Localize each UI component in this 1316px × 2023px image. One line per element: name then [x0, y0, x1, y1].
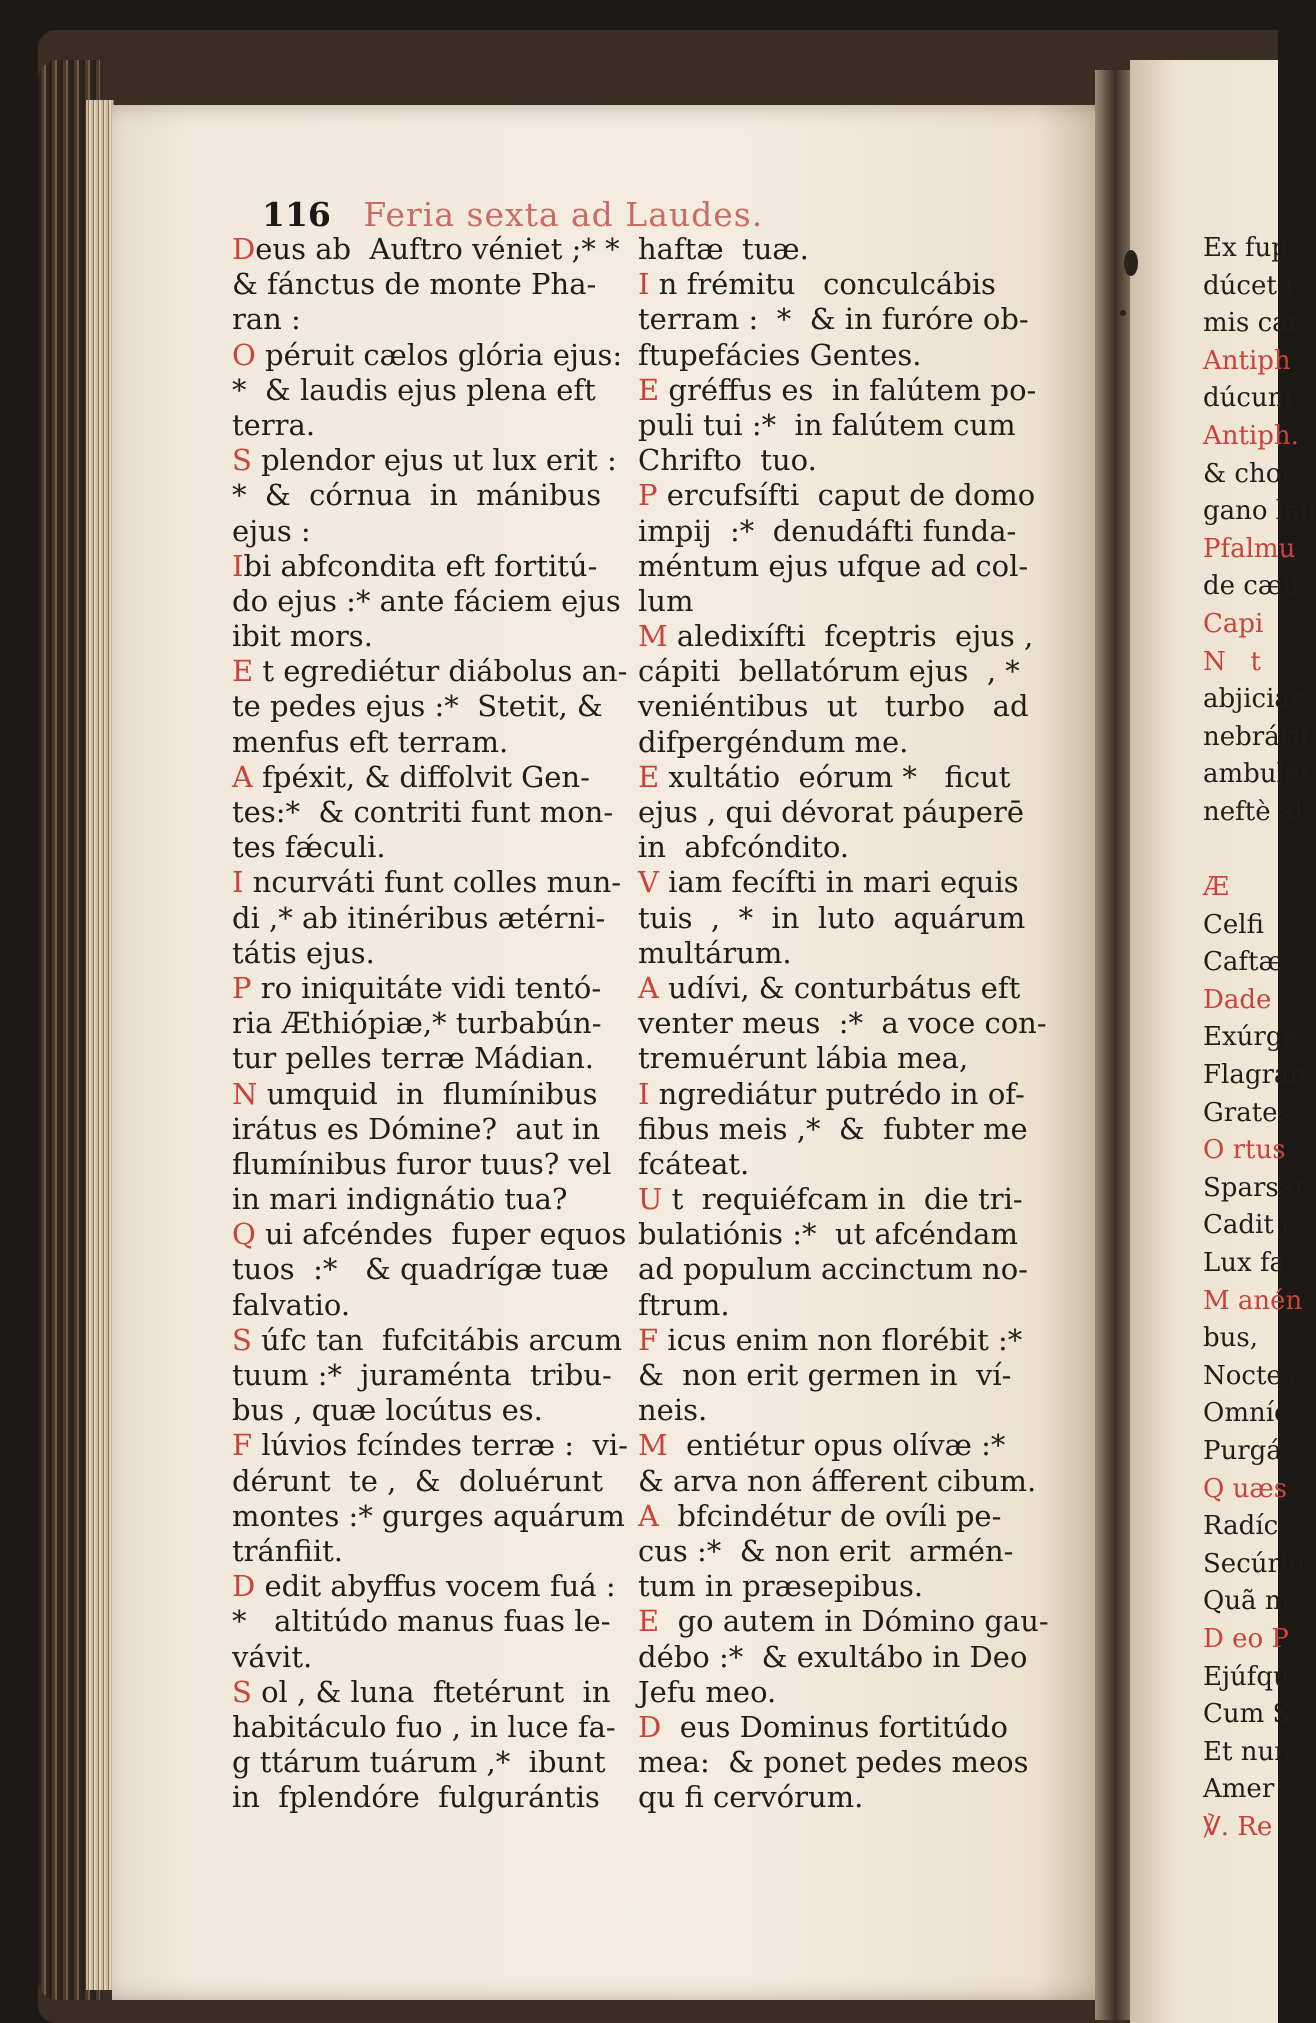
- text-line: [638, 1041, 1038, 1076]
- red-initial: P: [232, 970, 252, 1005]
- line-text: difpergéndum me.: [638, 724, 909, 759]
- facing-page-line: Æ: [1203, 872, 1230, 903]
- text-line: [638, 408, 1038, 443]
- text-line: [232, 584, 632, 619]
- red-initial: A: [638, 970, 659, 1005]
- text-line: [232, 1147, 632, 1182]
- facing-page-line: mis car: [1203, 308, 1301, 339]
- text-line: [232, 1288, 632, 1323]
- text-line: [232, 971, 632, 1006]
- text-line: [232, 443, 632, 478]
- text-line: [638, 689, 1038, 724]
- text-line: [232, 1428, 632, 1463]
- facing-page-line: Antiph.: [1203, 420, 1299, 451]
- facing-page-line: Ex fup: [1203, 233, 1288, 263]
- line-text: udívi, & conturbátus eft: [658, 970, 1021, 1005]
- facing-page-line: M anén: [1203, 1285, 1303, 1316]
- red-initial: E: [638, 759, 660, 794]
- text-line: [638, 267, 1038, 302]
- text-line: [638, 1358, 1038, 1393]
- line-text: & non erit germen in ví-: [638, 1358, 1012, 1392]
- line-text: in mari indignátio tua?: [232, 1182, 568, 1217]
- text-line: [638, 1428, 1038, 1463]
- text-line: [638, 1780, 1038, 1815]
- text-line: [638, 1217, 1038, 1252]
- text-line: [638, 619, 1038, 654]
- line-text: qu fi cervórum.: [638, 1780, 864, 1815]
- facing-page-line: Ejúfqu: [1203, 1661, 1290, 1692]
- right-text-column: [638, 232, 1049, 1815]
- line-text: fcáteat.: [638, 1146, 750, 1181]
- text-line: [638, 901, 1038, 936]
- text-line: [638, 725, 1038, 760]
- facing-page-line: Celfi: [1203, 909, 1264, 940]
- line-text: menfus eft terram.: [232, 724, 509, 759]
- facing-page-line: Secúrio: [1203, 1548, 1304, 1579]
- facing-page-line: gano lau: [1203, 496, 1316, 527]
- line-text: lúvios fcíndes terræ : vi-: [252, 1428, 628, 1463]
- red-initial: I: [232, 548, 244, 583]
- red-initial: S: [232, 1322, 252, 1357]
- line-text: úfc tan fufcitábis arcum: [251, 1322, 623, 1357]
- line-text: ftrum.: [638, 1287, 730, 1322]
- line-text: entiétur opus olívæ :*: [667, 1428, 1006, 1463]
- line-text: go autem in Dómino gau-: [659, 1604, 1049, 1639]
- red-initial: A: [638, 1498, 659, 1533]
- text-line: [638, 302, 1038, 337]
- line-text: do ejus :* ante fáciem ejus: [232, 583, 621, 618]
- facing-page-line: Flagran: [1203, 1060, 1307, 1091]
- line-text: & fánctus de monte Pha-: [232, 267, 597, 302]
- text-line: [638, 830, 1038, 865]
- red-initial: A: [232, 759, 253, 794]
- facing-page-line: & chor: [1203, 458, 1294, 489]
- page-number: 116: [262, 195, 331, 234]
- line-text: ercufsífti caput de domo: [657, 478, 1036, 513]
- facing-page-line: Exúrga: [1203, 1022, 1298, 1053]
- line-text: di ,* ab itinéribus ætérni-: [232, 900, 606, 935]
- text-line: [638, 1499, 1038, 1534]
- red-initial: D: [232, 232, 256, 266]
- text-line: [638, 865, 1038, 900]
- line-text: fpéxit, & diffolvit Gen-: [252, 759, 590, 794]
- text-line: [638, 1534, 1038, 1569]
- facing-page-line: neftè al: [1203, 796, 1303, 827]
- line-text: haftæ tuæ.: [638, 232, 809, 266]
- red-initial: I: [638, 267, 650, 302]
- text-line: [232, 619, 632, 654]
- facing-page-line: Cadit c: [1203, 1210, 1297, 1241]
- line-text: tuum :* juraménta tribu-: [232, 1358, 612, 1392]
- red-initial: S: [232, 1674, 252, 1709]
- line-text: tátis ejus.: [232, 935, 375, 970]
- line-text: méntum ejus ufque ad col-: [638, 548, 1029, 583]
- facing-page-line: ℣. Re: [1203, 1811, 1273, 1842]
- text-line: [232, 232, 632, 267]
- text-line: [232, 795, 632, 830]
- line-text: Chrifto tuo.: [638, 443, 817, 478]
- line-text: bus , quæ locútus es.: [232, 1393, 543, 1428]
- text-line: [232, 373, 632, 408]
- line-text: ejus , qui dévorat páuperē: [638, 795, 1024, 829]
- line-text: cus :* & non erit armén-: [638, 1533, 1014, 1568]
- text-line: [638, 338, 1038, 373]
- line-text: montes :* gurges aquárum: [232, 1498, 625, 1533]
- text-line: [232, 865, 632, 900]
- line-text: * altitúdo manus fuas le-: [232, 1604, 611, 1639]
- facing-page-line: Radíc: [1203, 1511, 1279, 1542]
- line-text: * & córnua in mánibus: [232, 478, 602, 513]
- line-text: neis.: [638, 1393, 708, 1428]
- line-text: ran :: [232, 302, 301, 337]
- text-line: [638, 1675, 1038, 1710]
- line-text: aledixífti fceptris ejus ,: [667, 619, 1034, 654]
- text-line: [232, 302, 632, 337]
- facing-page-line: Et nun: [1203, 1736, 1291, 1767]
- line-text: * & laudis ejus plena eft: [232, 372, 596, 407]
- facing-page-line: Amer: [1203, 1774, 1275, 1805]
- line-text: ad populum accinctum no-: [638, 1252, 1028, 1287]
- line-text: tuos :* & quadrígæ tuæ: [232, 1252, 609, 1287]
- text-line: [232, 654, 632, 689]
- line-text: irátus es Dómine? aut in: [232, 1111, 601, 1146]
- line-text: ncurváti funt colles mun-: [243, 865, 622, 900]
- facing-page-line: Cum S: [1203, 1699, 1291, 1730]
- text-line: [232, 936, 632, 971]
- line-text: habitáculo fuo , in luce fa-: [232, 1709, 616, 1744]
- text-line: [638, 1640, 1038, 1675]
- line-text: tránfiit.: [232, 1533, 343, 1568]
- red-initial: E: [638, 372, 660, 407]
- facing-page-line: Quã m: [1203, 1586, 1290, 1617]
- red-initial: P: [638, 478, 658, 513]
- line-text: te pedes ejus :* Stetit, &: [232, 689, 603, 724]
- text-line: [638, 1252, 1038, 1287]
- line-text: edit abyffus vocem fuá :: [255, 1569, 616, 1604]
- line-text: tes fǽculi.: [232, 830, 386, 865]
- line-text: plendor ejus ut lux erit :: [251, 443, 617, 478]
- line-text: cápiti bellatórum ejus , *: [638, 654, 1020, 689]
- facing-page-line: Omníc: [1203, 1398, 1289, 1429]
- line-text: péruit cælos glória ejus:: [255, 337, 623, 372]
- line-text: vávit.: [232, 1639, 313, 1674]
- facing-page-line: bus,: [1203, 1323, 1258, 1354]
- text-line: [232, 1464, 632, 1499]
- line-text: veniéntibus ut turbo ad: [638, 689, 1029, 724]
- line-text: ro iniquitáte vidi tentó-: [251, 970, 602, 1005]
- line-text: g ttárum tuárum ,* ibunt: [232, 1745, 606, 1780]
- facing-page-line: dúcet r: [1203, 270, 1298, 301]
- line-text: t requiéfcam in die tri-: [662, 1182, 1023, 1217]
- text-line: [638, 549, 1038, 584]
- line-text: terra.: [232, 407, 316, 442]
- text-line: [638, 1464, 1038, 1499]
- line-text: ria Æthiópiæ,* turbabún-: [232, 1006, 602, 1041]
- text-line: [638, 584, 1038, 619]
- page-edges: [86, 100, 114, 1990]
- red-initial: S: [232, 443, 252, 478]
- text-line: [232, 1640, 632, 1675]
- red-initial: M: [638, 1428, 668, 1463]
- text-line: [638, 514, 1038, 549]
- red-initial: O: [232, 337, 256, 372]
- line-text: puli tui :* in falútem cum: [638, 407, 1016, 442]
- line-text: ejus :: [232, 513, 311, 548]
- line-text: ftupefácies Gentes.: [638, 337, 922, 372]
- text-line: [638, 1182, 1038, 1217]
- text-line: [232, 1569, 632, 1604]
- line-text: t egrediétur diábolus an-: [253, 654, 628, 689]
- line-text: iam fecífti in mari equis: [658, 865, 1019, 900]
- text-line: [638, 1288, 1038, 1323]
- facing-page-line: Capi: [1203, 608, 1264, 639]
- line-text: tremuérunt lábia mea,: [638, 1041, 969, 1076]
- text-line: [232, 408, 632, 443]
- red-initial: M: [638, 619, 668, 654]
- line-text: eus Dominus fortitúdo: [661, 1709, 1008, 1744]
- text-line: [232, 689, 632, 724]
- line-text: dérunt te , & doluérunt: [232, 1463, 603, 1498]
- text-line: [232, 830, 632, 865]
- line-text: umquid in flumínibus: [257, 1076, 598, 1111]
- page-title: Feria sexta ad Laudes.: [363, 195, 764, 234]
- text-line: [232, 478, 632, 513]
- line-text: bi abfcondita eft fortitú-: [243, 548, 598, 583]
- text-line: [232, 1745, 632, 1780]
- facing-page-line: Caftæ: [1203, 947, 1283, 978]
- text-line: [232, 1006, 632, 1041]
- text-line: [638, 443, 1038, 478]
- text-line: [232, 1780, 632, 1815]
- text-line: [638, 795, 1038, 830]
- red-initial: U: [638, 1182, 663, 1217]
- text-line: [232, 514, 632, 549]
- facing-page-line: Dade: [1203, 984, 1272, 1015]
- text-line: [638, 1006, 1047, 1041]
- facing-page-line: Lux fa: [1203, 1248, 1286, 1279]
- facing-page-line: Purgá: [1203, 1436, 1282, 1466]
- red-initial: V: [638, 865, 659, 900]
- text-line: [232, 725, 632, 760]
- text-line: [638, 1323, 1038, 1358]
- line-text: xultátio eórum * ficut: [659, 759, 1011, 794]
- text-line: [232, 1393, 632, 1428]
- line-text: bulatiónis :* ut afcéndam: [638, 1217, 1018, 1252]
- text-line: [638, 971, 1038, 1006]
- text-line: [232, 1217, 632, 1252]
- red-initial: N: [232, 1076, 258, 1111]
- line-text: terram : * & in furóre ob-: [638, 302, 1029, 337]
- facing-page-line: dúcum: [1203, 383, 1293, 414]
- facing-page-line: Noctes: [1203, 1360, 1296, 1391]
- facing-page-line: [1203, 832, 1283, 870]
- text-line: [232, 1675, 632, 1710]
- line-text: ol , & luna ftetérunt in: [251, 1674, 611, 1709]
- text-line: [638, 1077, 1038, 1112]
- red-initial: Q: [232, 1217, 256, 1252]
- line-text: tum in præsepibus.: [638, 1569, 924, 1604]
- text-line: [638, 373, 1038, 408]
- line-text: in fplendóre fulgurántis: [232, 1780, 600, 1815]
- facing-page-text: [1203, 230, 1316, 1847]
- line-text: mea: & ponet pedes meos: [638, 1745, 1029, 1780]
- line-text: impij :* denudáfti funda-: [638, 513, 1017, 548]
- text-line: [232, 1112, 632, 1147]
- text-line: [638, 232, 1038, 267]
- facing-page-line: nebráru: [1203, 721, 1309, 752]
- line-text: tur pelles terræ Mádian.: [232, 1041, 594, 1076]
- line-text: n frémitu conculcábis: [649, 267, 996, 302]
- red-initial: F: [638, 1322, 659, 1357]
- facing-page-line: Q uæs: [1203, 1473, 1288, 1504]
- text-line: [638, 478, 1038, 513]
- text-line: [232, 1499, 632, 1534]
- line-text: ibit mors.: [232, 619, 373, 654]
- facing-page-line: de cæli: [1203, 571, 1299, 602]
- text-line: [232, 1534, 632, 1569]
- facing-page-line: O rtus: [1203, 1135, 1286, 1166]
- line-text: tes:* & contriti funt mon-: [232, 795, 614, 829]
- red-initial: I: [638, 1076, 650, 1111]
- line-text: venter meus :* a voce con-: [638, 1006, 1047, 1041]
- text-line: [232, 1182, 632, 1217]
- line-text: & arva non áfferent cibum.: [638, 1463, 1037, 1498]
- text-line: [638, 1604, 1049, 1639]
- text-line: [232, 901, 632, 936]
- line-text: flumínibus furor tuus? vel: [232, 1146, 612, 1181]
- text-line: [638, 1147, 1038, 1182]
- line-text: ui afcéndes fuper equos: [255, 1217, 627, 1252]
- line-text: ngrediátur putrédo in of-: [649, 1076, 1025, 1111]
- text-line: [232, 1358, 632, 1393]
- line-text: lum: [638, 583, 694, 618]
- text-line: [638, 1393, 1038, 1428]
- facing-page-line: Grates: [1203, 1097, 1291, 1128]
- text-line: [638, 654, 1038, 689]
- book-gutter: [1095, 70, 1135, 2020]
- line-text: eus ab Auftro véniet ;* *: [255, 232, 620, 266]
- red-initial: E: [232, 654, 254, 689]
- red-initial: D: [638, 1709, 662, 1744]
- line-text: tuis , * in luto aquárum: [638, 900, 1026, 935]
- facing-page-line: abjiciár: [1203, 684, 1303, 715]
- red-initial: F: [232, 1428, 253, 1463]
- text-line: [232, 1252, 632, 1287]
- text-line: [232, 1041, 632, 1076]
- text-line: [638, 1112, 1038, 1147]
- text-line: [638, 1745, 1038, 1780]
- facing-page-line: Antiph: [1203, 345, 1291, 376]
- text-line: [232, 1710, 632, 1745]
- text-line: [232, 549, 632, 584]
- left-text-column: [232, 232, 632, 1815]
- facing-page-line: N t: [1203, 646, 1261, 677]
- text-line: [638, 936, 1038, 971]
- text-line: [638, 1569, 1038, 1604]
- line-text: débo :* & exultábo in Deo: [638, 1639, 1028, 1674]
- line-text: multárum.: [638, 935, 792, 970]
- line-text: fibus meis ,* & fubter me: [638, 1111, 1028, 1146]
- line-text: falvatio.: [232, 1287, 351, 1322]
- text-line: [232, 1077, 632, 1112]
- text-line: [232, 338, 632, 373]
- facing-page-line: Pfalmu: [1203, 533, 1296, 564]
- text-line: [232, 267, 632, 302]
- line-text: in abfcóndito.: [638, 830, 850, 865]
- line-text: bfcindétur de ovíli pe-: [658, 1498, 1002, 1533]
- red-initial: E: [638, 1604, 660, 1639]
- line-text: icus enim non florébit :*: [658, 1322, 1023, 1357]
- text-line: [638, 1710, 1038, 1745]
- text-line: [232, 760, 632, 795]
- facing-page-line: ambulet: [1203, 759, 1311, 790]
- red-initial: D: [232, 1569, 256, 1604]
- facing-page-line: D eo P: [1203, 1623, 1289, 1654]
- facing-page-line: Sparsar: [1203, 1172, 1307, 1203]
- line-text: gréffus es in falútem po-: [659, 372, 1037, 407]
- red-initial: I: [232, 865, 244, 900]
- text-line: [232, 1323, 632, 1358]
- text-line: [232, 1604, 632, 1639]
- line-text: Jefu meo.: [638, 1674, 777, 1709]
- text-line: [638, 760, 1038, 795]
